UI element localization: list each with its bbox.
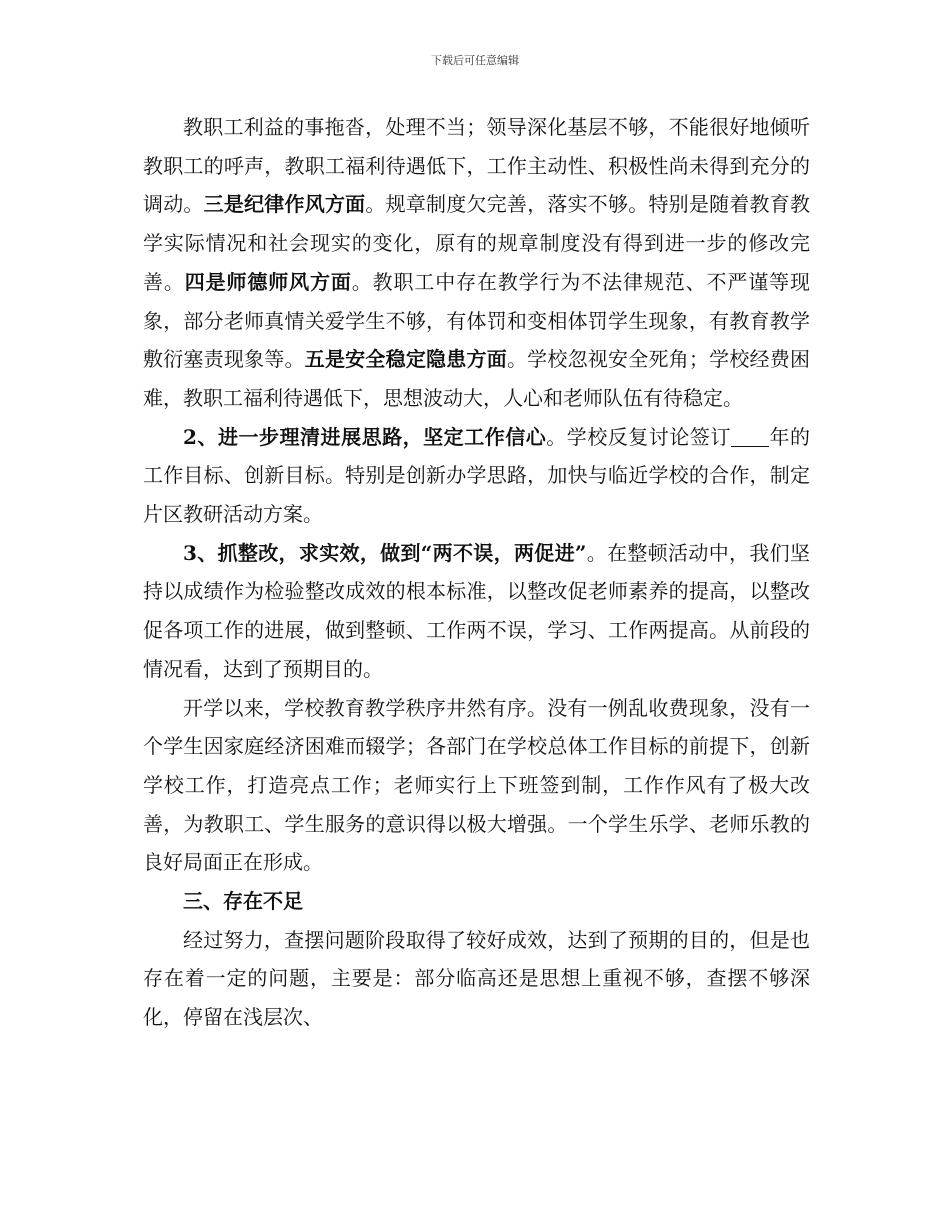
text-run: 开学以来，学校教育教学秩序井然有序。没有一例乱收费现象，没有一个学生因家庭经济困难而辍学；各部门在学校总体工作目标的前提下，创新学校工作，打造亮点工作；老师实行上下班签到制，工作作风有了极大改善，为教职工、学生服务的意识得以极大增强。一个学生乐学、老师乐教的良好局面正在形成。 — [143, 695, 810, 875]
paragraph-since-semester-start — [143, 689, 810, 883]
text-run: 年的工作目标、创新目标。特别是创新办学思路，加快与临近学校的合作，制定片区教研活动方案。 — [143, 424, 811, 527]
bold-heading-3: 3、抓整改，求实效，做到“两不误，两促进” — [183, 540, 587, 565]
page-header: 下载后可任意编辑 — [431, 54, 519, 67]
paragraph-problems — [143, 108, 810, 418]
bold-section-title: 三、存在不足 — [183, 889, 303, 914]
text-run: 。教职工中存在教学行为不法律规范、不严谨等现象，部分老师真情关爱学生不够，有体罚和变相体罚学生现象，有教育教学敷衍塞责现象等。 — [143, 269, 811, 372]
bold-phrase-safety: 五是安全稳定隐患方面 — [304, 347, 507, 372]
paragraph-rectification — [143, 534, 810, 689]
text-run: 。规章制度欠完善，落实不够。特别是随着教育教学实际情况和社会现实的变化，原有的规章制度没有得到进一步的修改完善。 — [143, 192, 810, 294]
text-run: 教职工利益的事拖沓，处理不当；领导深化基层不够，不能很好地倾听教职工的呼声，教职工福利待遇低下，工作主动性、积极性尚未得到充分的调动。 — [143, 115, 810, 217]
bold-phrase-discipline: 三是纪律作风方面 — [203, 192, 366, 217]
section-heading-shortcomings — [143, 882, 810, 921]
blank-underline — [731, 426, 769, 447]
text-run: 。在整顿活动中，我们坚持以成绩作为检验整改成效的根本标准，以整改促老师素养的提高，以整改促各项工作的进展，做到整顿、工作两不误，学习、工作两提高。从前段的情况看，达到了预期目的。 — [143, 540, 810, 681]
text-run: 。学校反复讨论签订 — [546, 424, 731, 449]
bold-heading-2: 2、进一步理清进展思路，坚定工作信心 — [183, 424, 547, 449]
document-body — [143, 108, 810, 1037]
text-run: 经过努力，查摆问题阶段取得了较好成效，达到了预期的目的，但是也存在着一定的问题，主要是：部分临高还是思想上重视不够，查摆不够深化，停留在浅层次、 — [143, 927, 810, 1030]
text-run: 。学校忽视安全死角；学校经费困难，教职工福利待遇低下，思想波动大，人心和老师队伍有待稳定。 — [143, 347, 810, 410]
paragraph-development-ideas — [143, 418, 810, 534]
paragraph-shortcomings — [143, 921, 810, 1037]
bold-phrase-ethics: 四是师德师风方面 — [184, 269, 352, 294]
